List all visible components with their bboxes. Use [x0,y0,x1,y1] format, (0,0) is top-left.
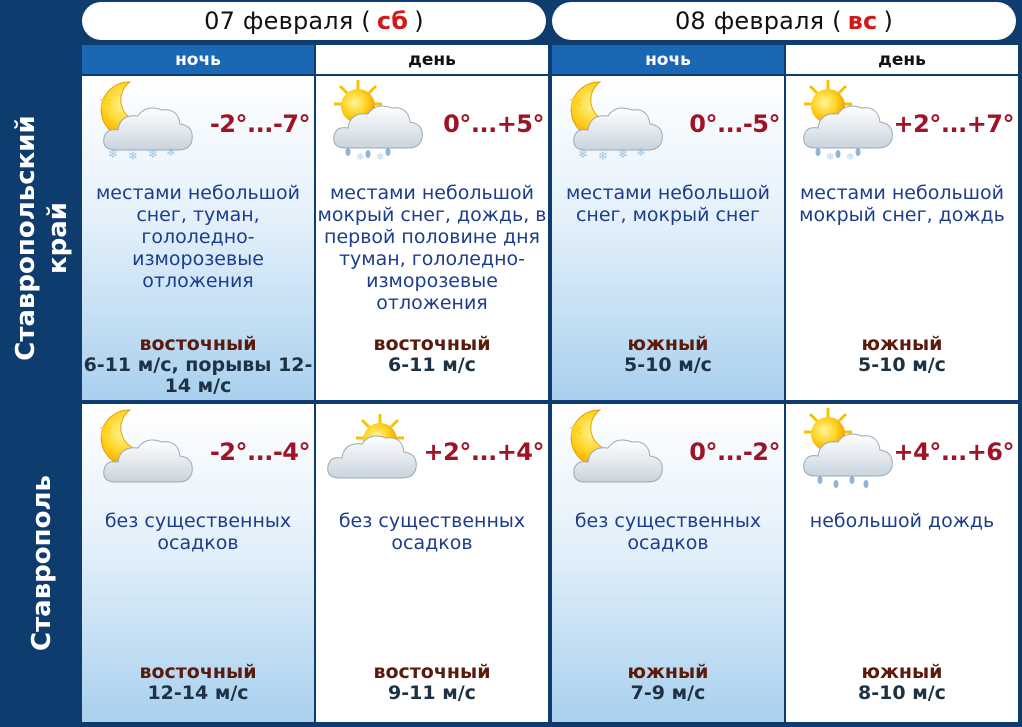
weather-description: местами небольшой снег, туман, гололедно-изморозевые отложения [95,182,301,292]
temperature: -2°...-7° [209,110,310,138]
forecast-cell [82,404,314,722]
weather-description: местами небольшой снег, мокрый снег [565,182,771,226]
sun-cloud-sleet-icon [790,78,900,160]
moon-cloud-icon [86,406,196,488]
wind-info [82,334,314,397]
wind-direction: восточный [139,661,257,683]
wind-info [786,334,1018,376]
table-corner [0,0,80,75]
weather-description: без существенных осадков [574,510,762,554]
weekday-label: сб [376,7,409,35]
wind-direction: южный [627,333,709,355]
moon-cloud-snow-icon [86,78,196,160]
wind-speed: 7-9 м/с [630,682,706,704]
forecast-cell [316,404,548,722]
weather-description: без существенных осадков [338,510,526,554]
date-label: 08 февраля ( [674,7,842,35]
wind-direction: восточный [373,661,491,683]
wind-speed: 9-11 м/с [388,682,476,704]
wind-direction: восточный [373,333,491,355]
region-name-line1: Ставропольский [11,115,41,361]
temperature: 0°...+5° [443,110,544,138]
period-header-night: ночь [552,45,784,74]
sun-cloud-icon [320,406,430,488]
wind-speed: 12-14 м/с [147,682,249,704]
wind-speed: 6-11 м/с [388,354,476,376]
wind-speed: 5-10 м/с [624,354,712,376]
temperature: +2°...+4° [423,438,544,466]
forecast-cell [82,76,314,400]
wind-direction: южный [861,333,943,355]
temperature: 0°...-2° [689,438,780,466]
forecast-cell [316,76,548,400]
temperature: 0°...-5° [689,110,780,138]
sun-cloud-sleet-icon [320,78,430,160]
sun-cloud-rain-icon [790,406,900,488]
wind-direction: южный [627,661,709,683]
date-label: 07 февраля ( [204,7,371,35]
wind-speed: 5-10 м/с [858,354,946,376]
wind-info [316,662,548,704]
wind-info [82,662,314,704]
region-name-line1: Ставрополь [27,475,57,651]
wind-info [786,662,1018,704]
temperature: +2°...+7° [893,110,1014,138]
weather-description: местами небольшой мокрый снег, дождь, в первой половине дня туман, гололедно-изморозевые отложения [317,182,547,314]
period-header-night: ночь [82,45,314,74]
temperature: +4°...+6° [893,438,1014,466]
date-close: ) [414,7,424,35]
forecast-cell [552,404,784,722]
region-label-city [6,404,78,722]
period-header-day: день [316,45,548,74]
weekday-label: вс [847,7,878,35]
date-header-day2 [552,2,1016,40]
wind-speed: 8-10 м/с [858,682,946,704]
forecast-cell [552,76,784,400]
weather-description: местами небольшой мокрый снег, дождь [799,182,1005,226]
wind-direction: восточный [139,333,257,355]
wind-info [316,334,548,376]
period-header-day: день [786,45,1018,74]
weather-description: небольшой дождь [809,510,995,532]
forecast-cell [786,404,1018,722]
wind-info [552,334,784,376]
moon-cloud-snow-icon [556,78,666,160]
wind-speed: 6-11 м/с, порывы 12-14 м/с [83,354,313,397]
date-header-day1 [82,2,546,40]
moon-cloud-icon [556,406,666,488]
region-name-line2: край [43,201,73,275]
forecast-cell [786,76,1018,400]
wind-info [552,662,784,704]
region-label-krai [6,76,78,400]
wind-direction: южный [861,661,943,683]
date-close: ) [883,7,894,35]
temperature: -2°...-4° [209,438,310,466]
weather-description: без существенных осадков [104,510,292,554]
